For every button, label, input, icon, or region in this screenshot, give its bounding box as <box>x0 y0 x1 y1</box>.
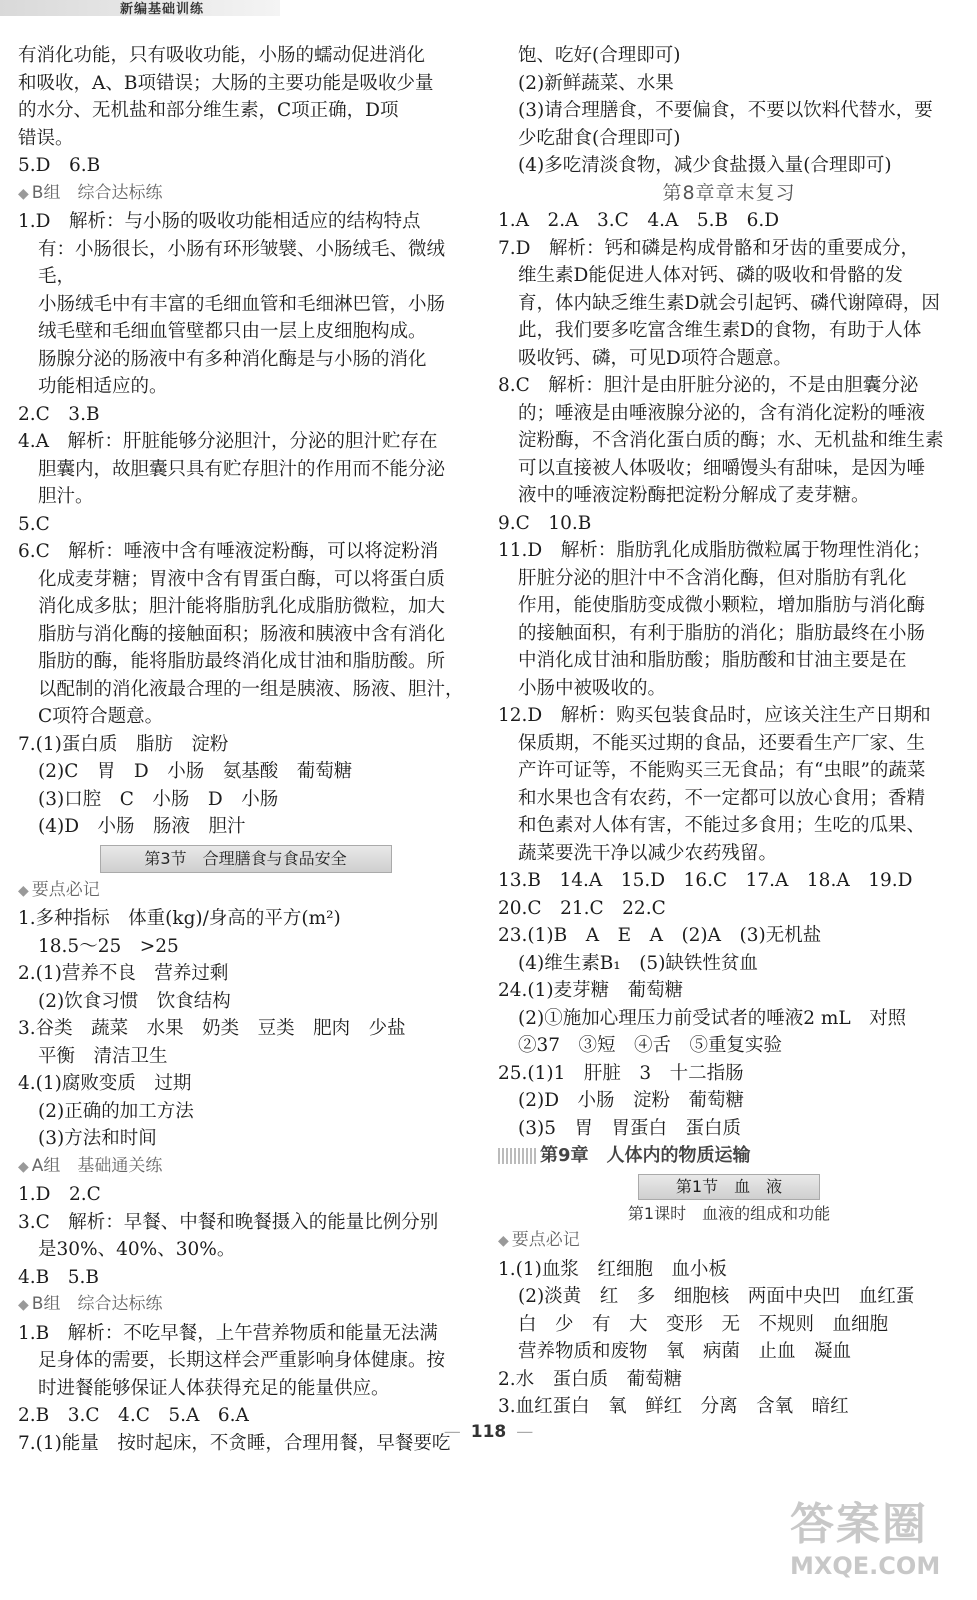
group-label: A组 基础通关练 <box>31 1155 163 1176</box>
text-line: 肝脏分泌的胆汁中不含消化酶，但对脂肪有乳化 <box>518 567 907 589</box>
text-line: (2)淡黄 红 多 细胞核 两面中央凹 血红蛋 <box>518 1286 915 1307</box>
answer-line: 23.(1)B A E A (2)A (3)无机盐 <box>498 925 822 946</box>
group-label: B组 综合达标练 <box>31 1294 163 1314</box>
section-banner: 第1节 血 液 <box>638 1174 820 1200</box>
text-line: (3)请合理膳食，不要偏食，不要以饮料代替水，要 <box>518 100 933 121</box>
text-line: 足身体的需要，长期这样会严重影响身体健康。按 <box>38 1350 446 1371</box>
group-heading <box>18 1291 473 1320</box>
chapter-title: 第9章 人体内的物质运输 <box>540 1145 751 1166</box>
text-line: 绒毛壁和毛细血管壁都只由一层上皮细胞构成。 <box>38 321 427 342</box>
answer-line: 25.(1)1 肝脏 3 十二指肠 <box>498 1062 744 1084</box>
text-line: 育，体内缺乏维生素D就会引起钙、磷代谢障碍，因 <box>518 292 940 314</box>
diamond-icon: ◆ <box>18 185 29 202</box>
text-line: 和水果也含有农药，不一定都可以放心食用；香精 <box>518 787 926 809</box>
text-line: 胆汁。 <box>38 486 94 507</box>
group-heading <box>18 180 473 209</box>
text-line: 的；唾液是由唾液腺分泌的，含有消化淀粉的唾液 <box>518 402 926 424</box>
answer-line: 3.C 解析：早餐、中餐和晚餐摄入的能量比例分别 <box>18 1211 439 1233</box>
answer-line: 4.B 5.B <box>18 1266 99 1288</box>
text-line: 少吃甜食(合理即可) <box>518 127 681 149</box>
text-line: (4)多吃清淡食物，减少食盐摄入量(合理即可) <box>518 155 892 176</box>
answer-line: 3.谷类 蔬菜 水果 奶类 豆类 肥肉 少盐 <box>18 1018 406 1039</box>
text-line: 和色素对人体有害，不能过多食用；生吃的瓜果、 <box>518 815 926 836</box>
text-line: 饱、吃好(合理即可) <box>518 45 681 66</box>
text-line: (4)D 小肠 肠液 胆汁 <box>38 816 246 837</box>
diamond-icon: ◆ <box>18 1297 29 1313</box>
text-line: 胆囊内，故胆囊只具有贮存胆汁的作用而不能分泌 <box>38 458 446 480</box>
header-title: 新编基础训练 <box>120 2 205 17</box>
answer-line: 4.(1)腐败变质 过期 <box>18 1073 192 1094</box>
text-line: 此，我们要多吃富含维生素D的食物，有助于人体 <box>518 320 922 341</box>
text-line: 的接触面积，有利于脂肪的消化；脂肪最终在小肠 <box>518 622 926 644</box>
text-line: 时进餐能够保证人体获得充足的能量供应。 <box>38 1377 390 1399</box>
answer-line: 6.C 解析：唾液中含有唾液淀粉酶，可以将淀粉消 <box>18 541 439 562</box>
text-line: 和吸收，A、B项错误；大肠的主要功能是吸收少量 <box>18 72 434 94</box>
answer-line: 8.C 解析：胆汁是由肝脏分泌的，不是由胆囊分泌 <box>498 375 919 396</box>
right-column <box>498 42 960 1421</box>
answer-line: 1.D 解析：与小肠的吸收功能相适应的结构特点 <box>18 211 421 232</box>
answer-line: 3.血红蛋白 氧 鲜红 分离 含氧 暗红 <box>498 1396 849 1417</box>
lesson-heading: 第1课时 血液的组成和功能 <box>627 1203 831 1223</box>
text-line: 以配制的消化液最合理的一组是胰液、肠液、胆汁， <box>38 678 464 700</box>
section-banner: 第3节 合理膳食与食品安全 <box>100 845 392 873</box>
text-line: C项符合题意。 <box>38 706 164 727</box>
answer-line: 5.C <box>18 513 50 535</box>
text-line: (2)C 胃 D 小肠 氨基酸 葡萄糖 <box>38 761 353 782</box>
answer-line: 2.(1)营养不良 营养过剩 <box>18 963 229 984</box>
text-line: 白 少 有 大 变形 无 不规则 血细胞 <box>518 1313 889 1335</box>
page-header <box>0 0 280 16</box>
answer-line: 5.D 6.B <box>18 155 101 176</box>
text-line: 有消化功能，只有吸收功能，小肠的蠕动促进消化 <box>18 45 426 66</box>
page-number-text: 118 <box>470 1422 507 1442</box>
answer-line: 7.(1)能量 按时起床，不贪睡，合理用餐，早餐要吃 <box>18 1432 451 1454</box>
answer-line: 24.(1)麦芽糖 葡萄糖 <box>498 980 684 1001</box>
answer-line: 9.C 10.B <box>498 512 592 534</box>
text-line: (2)饮食习惯 饮食结构 <box>38 990 231 1012</box>
text-line: 吸收钙、磷，可见D项符合题意。 <box>518 347 792 369</box>
key-points-heading <box>498 1227 960 1256</box>
answer-line: 1.B 解析：不吃早餐，上午营养物质和能量无法满 <box>18 1322 438 1344</box>
group-label: 要点必记 <box>31 879 100 900</box>
answer-line: 1.(1)血浆 红细胞 血小板 <box>498 1258 727 1280</box>
text-line: 小肠绒毛中有丰富的毛细血管和毛细淋巴管，小肠 <box>38 293 446 315</box>
text-line: 消化成多肽；胆汁能将脂肪乳化成脂肪微粒，加大 <box>38 596 446 617</box>
answer-line: 2.B 3.C 4.C 5.A 6.A <box>18 1405 249 1426</box>
text-line: (3)5 胃 胃蛋白 蛋白质 <box>518 1117 741 1139</box>
text-line: (2)正确的加工方法 <box>38 1100 194 1122</box>
text-line: 蔬菜要洗干净以减少农药残留。 <box>518 842 778 864</box>
watermark-url: MXQE.COM <box>790 1552 941 1580</box>
diamond-icon: ◆ <box>18 882 29 899</box>
text-line: 产许可证等，不能购买三无食品；有“虫眼”的蔬菜 <box>518 760 926 781</box>
answer-line: 1.多种指标 体重(kg)/身高的平方(m²) <box>18 908 341 929</box>
text-line: 中消化成甘油和脂肪酸；脂肪酸和甘油主要是在 <box>518 650 907 671</box>
text-line: 脂肪与消化酶的接触面积；肠液和胰液中含有消化 <box>38 623 446 645</box>
text-line: 功能相适应的。 <box>38 376 168 397</box>
text-line: 作用，能使脂肪变成微小颗粒，增加脂肪与消化酶 <box>518 595 926 616</box>
text-line: 淀粉酶，不含消化蛋白质的酶；水、无机盐和维生素 <box>518 430 944 451</box>
answer-line: 1.D 2.C <box>18 1184 101 1205</box>
text-line: 平衡 清洁卫生 <box>38 1045 168 1067</box>
chapter-heading <box>498 1142 960 1170</box>
text-line: (3)口腔 C 小肠 D 小肠 <box>38 788 279 810</box>
answer-line: 2.水 蛋白质 葡萄糖 <box>498 1368 683 1390</box>
answer-line: 12.D 解析：购买包装食品时，应该关注生产日期和 <box>498 705 931 726</box>
group-label: B组 综合达标练 <box>31 182 163 203</box>
stripe-decoration <box>498 1148 536 1164</box>
text-line: 有：小肠很长，小肠有环形皱襞、小肠绒毛、微绒毛， <box>38 238 446 287</box>
text-line: 是30%、40%、30%。 <box>38 1239 236 1260</box>
text-line: (2)①施加心理压力前受试者的唾液2 mL 对照 <box>518 1007 907 1029</box>
text-line: 18.5～25 >25 <box>38 935 179 957</box>
text-line: 保质期，不能买过期的食品，还要看生产厂家、生 <box>518 732 926 754</box>
page-number: — 118 — <box>443 1422 534 1442</box>
text-line: 脂肪的酶，能将脂肪最终消化成甘油和脂肪酸。所 <box>38 651 446 672</box>
group-label: 要点必记 <box>511 1230 580 1250</box>
answer-line: 13.B 14.A 15.D 16.C 17.A 18.A 19.D <box>498 870 913 891</box>
answer-line: 11.D 解析：脂肪乳化成脂肪微粒属于物理性消化； <box>498 540 931 561</box>
text-line: (3)方法和时间 <box>38 1128 157 1149</box>
answer-line: 1.A 2.A 3.C 4.A 5.B 6.D <box>498 210 780 231</box>
text-line: 化成麦芽糖；胃液中含有胃蛋白酶，可以将蛋白质 <box>38 568 446 590</box>
answer-line: 2.C 3.B <box>18 403 100 425</box>
text-line: 营养物质和废物 氧 病菌 止血 凝血 <box>518 1341 852 1362</box>
text-line: 的水分、无机盐和部分维生素，C项正确，D项 <box>18 100 399 121</box>
text-line: 可以直接被人体吸收；细嚼馒头有甜味，是因为唾 <box>518 457 926 479</box>
text-line: (2)新鲜蔬菜、水果 <box>518 72 674 94</box>
text-line: (2)D 小肠 淀粉 葡萄糖 <box>518 1090 745 1111</box>
group-heading <box>18 1153 473 1182</box>
left-column <box>18 42 473 1457</box>
text-line: 肠腺分泌的肠液中有多种消化酶是与小肠的消化 <box>38 348 427 370</box>
watermark-logo <box>790 1488 970 1588</box>
text-line: 错误。 <box>18 127 74 149</box>
answer-line: 4.A 解析：肝脏能够分泌胆汁，分泌的胆汁贮存在 <box>18 431 438 452</box>
text-line: 维生素D能促进人体对钙、磷的吸收和骨骼的发 <box>518 265 903 286</box>
answer-line: 7.(1)蛋白质 脂肪 淀粉 <box>18 733 229 755</box>
diamond-icon: ◆ <box>498 1233 509 1249</box>
watermark-title: 答案圈 <box>790 1499 928 1550</box>
text-line: 液中的唾液淀粉酶把淀粉分解成了麦芽糖。 <box>518 485 870 506</box>
text-line: 小肠中被吸收的。 <box>518 677 667 699</box>
diamond-icon: ◆ <box>18 1158 29 1175</box>
text-line: ②37 ③短 ④舌 ⑤重复实验 <box>518 1035 783 1056</box>
answer-line: 20.C 21.C 22.C <box>498 897 666 919</box>
text-line: (4)维生素B₁ (5)缺铁性贫血 <box>518 952 758 974</box>
key-points-heading <box>18 877 473 906</box>
answer-line: 7.D 解析：钙和磷是构成骨骼和牙齿的重要成分， <box>498 237 919 259</box>
chapter-review-heading: 第8章章末复习 <box>662 181 796 204</box>
